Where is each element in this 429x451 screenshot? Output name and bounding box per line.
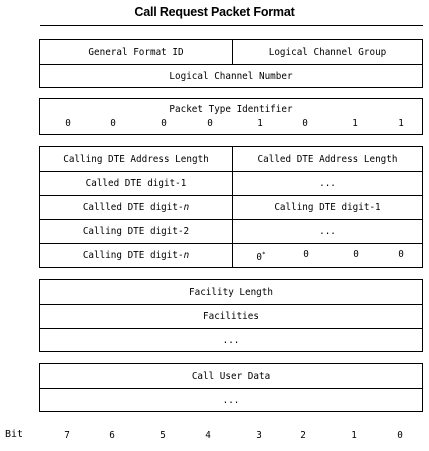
address-block: [39, 146, 423, 268]
bit-number: 5: [160, 430, 166, 441]
padding-bit: 0: [398, 249, 404, 260]
padding-bit-value: 0: [256, 252, 262, 264]
packet-type-bit: 0: [302, 118, 308, 129]
calling-dte-digit-n-prefix: Calling DTE digit-: [82, 250, 184, 261]
packet-type-bit: 1: [257, 118, 263, 129]
footnote-marker: *: [261, 251, 266, 258]
padding-bit: [246, 248, 276, 265]
logical-channel-number-field: Logical Channel Number: [169, 70, 293, 82]
calling-dte-address-length-field: Calling DTE Address Length: [63, 153, 209, 165]
calling-dte-digit-n-var: n: [183, 250, 190, 261]
packet-type-bit: 1: [352, 118, 358, 129]
packet-type-bit: 1: [398, 118, 404, 129]
facilities-field: Facilities: [203, 311, 259, 322]
bit-number: 4: [205, 430, 211, 441]
address-row-3: [40, 195, 422, 219]
bit-number: 2: [300, 430, 306, 441]
address-row-4: [40, 219, 422, 243]
ellipsis-field: ...: [232, 172, 422, 195]
header-row-1: [40, 40, 422, 64]
facility-length-field: Facility Length: [189, 286, 273, 298]
facilities-block: [39, 279, 423, 352]
address-row-2: [40, 171, 422, 195]
padding-bits-field: [232, 244, 422, 267]
calling-dte-digit-n-field: [40, 244, 232, 267]
called-dte-address-length-field: Called DTE Address Length: [232, 147, 422, 171]
call-user-data-block: [39, 363, 423, 412]
facilities-row: [40, 304, 422, 328]
calling-dte-digit-2-field: Calling DTE digit-2: [82, 226, 190, 237]
packet-type-bit: 0: [207, 118, 213, 129]
packet-type-block: [39, 98, 423, 135]
bit-axis-label: Bit: [5, 429, 24, 440]
general-format-id-field: General Format ID: [88, 46, 184, 58]
packet-type-bit: 0: [110, 118, 116, 129]
header-row-2: [40, 64, 422, 87]
bit-number: 6: [109, 430, 115, 441]
padding-bit: 0: [303, 249, 309, 260]
call-user-data-field: Call User Data: [191, 370, 271, 382]
bit-number: 0: [397, 430, 403, 441]
calling-dte-digit-1-field: Calling DTE digit-1: [232, 196, 422, 219]
address-row-5: [40, 243, 422, 267]
header-block: [39, 39, 423, 88]
bit-number-row: [39, 429, 423, 443]
called-dte-digit-n-prefix: Callled DTE digit-: [82, 202, 184, 213]
ellipsis-field: ...: [232, 220, 422, 243]
title-underline: [40, 25, 423, 26]
packet-type-bits: [40, 117, 422, 131]
logical-channel-group-field: Logical Channel Group: [232, 40, 422, 64]
call-user-data-ellipsis-row: [40, 388, 422, 411]
bit-number: 3: [256, 430, 262, 441]
packet-type-bit: 0: [161, 118, 167, 129]
packet-type-identifier-label: Packet Type Identifier: [169, 103, 293, 115]
bit-number: 1: [351, 430, 357, 441]
packet-type-bit: 0: [65, 118, 71, 129]
ellipsis-field: ...: [222, 334, 240, 346]
called-dte-digit-n-var: n: [183, 202, 190, 213]
ellipsis-field: ...: [222, 394, 240, 406]
diagram-title: Call Request Packet Format: [134, 5, 295, 19]
address-length-row: [40, 147, 422, 171]
call-user-data-row: [40, 364, 422, 388]
bit-number: 7: [64, 430, 70, 441]
facility-length-row: [40, 280, 422, 304]
padding-bit: 0: [353, 249, 359, 260]
called-dte-digit-n-field: [40, 196, 232, 219]
called-dte-digit-1-field: Called DTE digit-1: [85, 178, 187, 189]
facilities-ellipsis-row: [40, 328, 422, 351]
